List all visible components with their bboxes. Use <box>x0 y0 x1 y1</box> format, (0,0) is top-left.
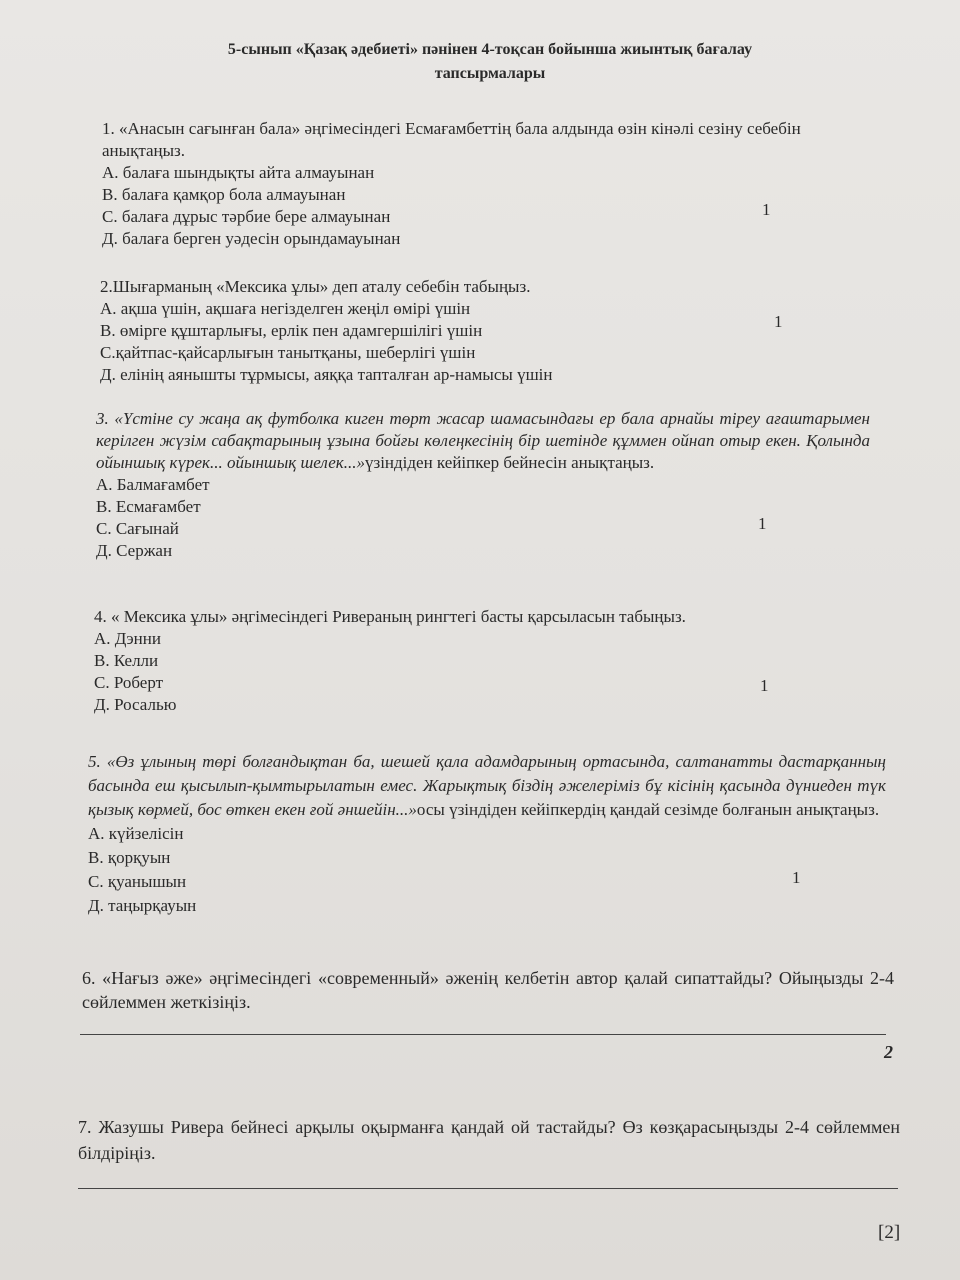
answer-option: А. Дэнни <box>94 629 161 648</box>
question-prompt: үзіндіден кейіпкер бейнесін анықтаңыз. <box>364 453 655 472</box>
question-stem <box>96 408 870 474</box>
answer-option: В. Келли <box>94 651 159 670</box>
answer-option: Д. елінің аянышты тұрмысы, аяққа тапталған ар-намысы үшін <box>100 365 553 384</box>
question-5 <box>88 750 886 918</box>
title-line-2: тапсырмалары <box>434 65 546 82</box>
answer-option: А. балаға шындықты айта алмауынан <box>102 163 375 182</box>
answer-option: С. балаға дұрыс тәрбие бере алмауынан <box>102 207 391 226</box>
question-2 <box>100 276 740 386</box>
answer-option: Д. Сержан <box>96 541 173 560</box>
score-1: 1 <box>762 200 771 219</box>
score-4: 1 <box>760 676 769 695</box>
answer-option: Д. балаға берген уәдесін орындамауынан <box>102 229 401 248</box>
score-2: 1 <box>774 312 783 331</box>
worksheet-title <box>150 38 830 86</box>
quoted-excerpt: 3. «Үстіне су жаңа ақ футболка киген төрт жасар шамасындағы ер бала арнайы тіреу ағаштарымен керілген жүзім сабақтарының ұзына бойғы көлеңкесінің бір шетінде құммен ойнап отыр екен. Қолында ойыншық күрек... ойыншық шелек...» <box>96 409 870 472</box>
answer-option: В. қорқуын <box>88 848 171 867</box>
question-stem: 1. «Анасын сағынған бала» әңгімесіндегі Есмағамбеттің бала алдында өзін кінәлі сезіну себебін анықтаңыз. <box>102 119 801 160</box>
score-3: 1 <box>758 514 767 533</box>
question-stem: 7. Жазушы Ривера бейнесі арқылы оқырманға қандай ой тастайды? Өз көзқарасыңызды 2-4 сөйлеммен білдіріңіз. <box>78 1117 900 1163</box>
score-5: 1 <box>792 868 801 887</box>
question-4 <box>94 606 854 716</box>
question-7 <box>78 1114 900 1166</box>
score-7: [2] <box>878 1222 901 1243</box>
question-3 <box>96 408 870 562</box>
answer-option: В. Есмағамбет <box>96 497 201 516</box>
answer-option: А. күйзелісін <box>88 824 184 843</box>
question-stem: 6. «Нағыз әже» әңгімесіндегі «современный» әженің келбетін автор қалай сипаттайды? Ойыңызды 2-4 сөйлеммен жеткізіңіз. <box>82 968 894 1012</box>
question-prompt: осы үзіндіден кейіпкердің қандай сезімде болғанын анықтаңыз. <box>416 800 880 819</box>
answer-line <box>80 1034 886 1035</box>
answer-option: Д. Росалью <box>94 695 177 714</box>
quoted-excerpt: 5. «Өз ұлының төрі болғандықтан ба, шешей қала адамдарының ортасында, салтанатты дастарқанның басында еш қысылып-қымтырылатын емес. Жарықтық біздің әжелеріміз бұ кісінің қасында дүниеден түк қызық көрмей, бос өткен екен ғой әншейін...» <box>88 752 886 819</box>
answer-option: С. Роберт <box>94 673 164 692</box>
question-stem: 2.Шығарманың «Мексика ұлы» деп аталу себебін табыңыз. <box>100 277 531 296</box>
answer-option: Д. таңырқауын <box>88 896 197 915</box>
answer-option: А. Балмағамбет <box>96 475 210 494</box>
score-6: 2 <box>884 1042 893 1062</box>
question-1 <box>102 118 862 250</box>
answer-option: В. өмірге құштарлығы, ерлік пен адамгершілігі үшін <box>100 321 483 340</box>
answer-line <box>78 1188 898 1189</box>
question-stem <box>88 750 886 822</box>
answer-option: С.қайтпас-қайсарлығын танытқаны, шеберлігі үшін <box>100 343 476 362</box>
answer-option: В. балаға қамқор бола алмауынан <box>102 185 346 204</box>
title-line-1: 5-сынып «Қазақ әдебиеті» пәнінен 4-тоқсан бойынша жиынтық бағалау <box>227 41 753 58</box>
answer-option: А. ақша үшін, ақшаға негізделген жеңіл өмірі үшін <box>100 299 471 318</box>
answer-option: С. Сағынай <box>96 519 179 538</box>
question-stem: 4. « Мексика ұлы» әңгімесіндегі Ривераның рингтегі басты қарсыласын табыңыз. <box>94 607 686 626</box>
question-6 <box>82 966 894 1014</box>
answer-option: С. қуанышын <box>88 872 187 891</box>
